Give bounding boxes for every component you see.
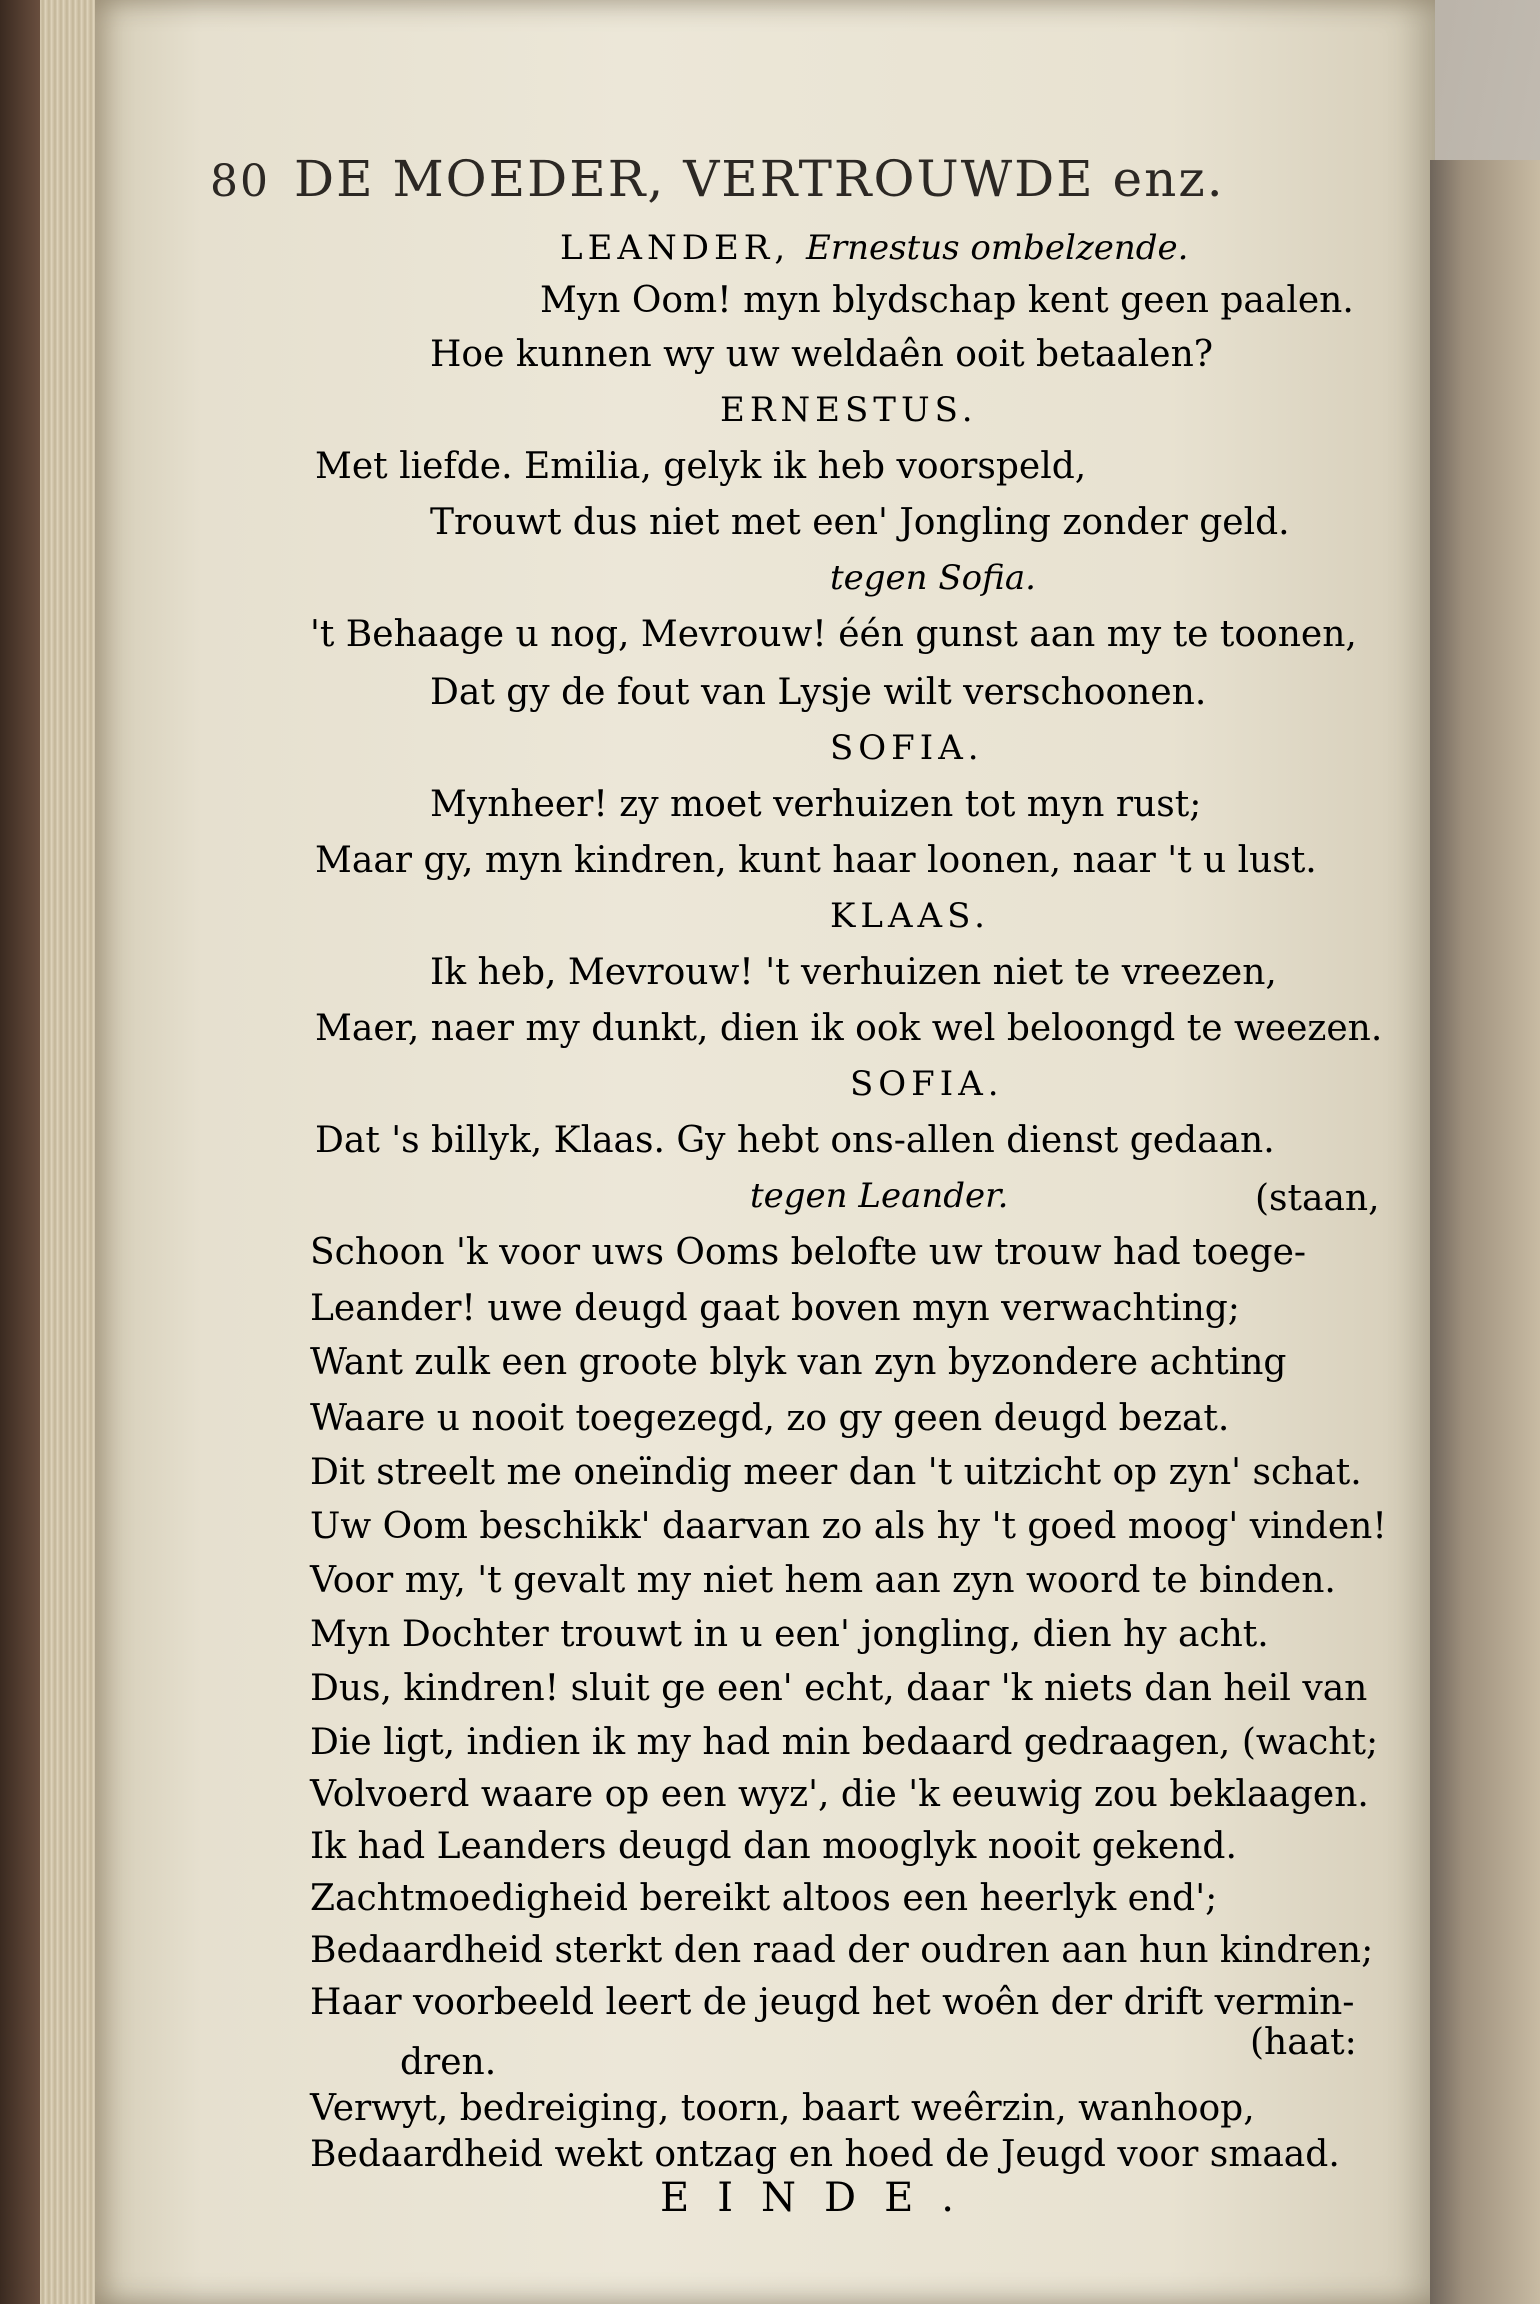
speaker-klaas: KLAAS.: [830, 896, 990, 936]
verse-line: Myn Oom! myn blydschap kent geen paalen.: [540, 280, 1354, 321]
verse-line: Trouwt dus niet met een' Jongling zonder geld.: [430, 502, 1290, 543]
stage-direction: Ernestus ombelzende.: [806, 228, 1189, 268]
verse-line: Volvoerd waare op een wyz', die 'k eeuwig zou beklaagen.: [310, 1774, 1369, 1815]
verse-line: Die ligt, indien ik my had min bedaard gedraagen, (wacht;: [310, 1722, 1379, 1763]
verse-line: Maer, naer my dunkt, dien ik ook wel beloongd te weezen.: [315, 1008, 1383, 1049]
speaker-leander: LEANDER, Ernestus ombelzende.: [560, 228, 1189, 268]
verse-line: Voor my, 't gevalt my niet hem aan zyn woord te binden.: [310, 1560, 1336, 1601]
verse-line-tail: (haat:: [1250, 2022, 1357, 2063]
speaker-ernestus: ERNESTUS.: [720, 390, 978, 430]
verse-line: Verwyt, bedreiging, toorn, baart weêrzin, wanhoop,: [310, 2088, 1255, 2129]
verse-line: Maar gy, myn kindren, kunt haar loonen, naar 't u lust.: [315, 840, 1317, 881]
facing-page-edge: [1430, 160, 1540, 2304]
speaker-sofia: SOFIA.: [830, 728, 984, 768]
verse-line: Uw Oom beschikk' daarvan zo als hy 't goed moog' vinden!: [310, 1506, 1387, 1547]
verse-line: Ik had Leanders deugd dan mooglyk nooit gekend.: [310, 1826, 1237, 1867]
page-number: 80: [210, 156, 270, 207]
verse-line-tail: (staan,: [1255, 1178, 1380, 1219]
verse-line: Leander! uwe deugd gaat boven myn verwachting;: [310, 1288, 1240, 1329]
verse-line: Dus, kindren! sluit ge een' echt, daar 'k niets dan heil van: [310, 1668, 1368, 1709]
verse-line: Hoe kunnen wy uw weldaên ooit betaalen?: [430, 334, 1214, 375]
end-mark: EINDE.: [660, 2175, 982, 2221]
running-title: DE MOEDER, VERTROUWDE enz.: [294, 150, 1225, 208]
verse-line: Bedaardheid wekt ontzag en hoed de Jeugd voor smaad.: [310, 2134, 1340, 2175]
verse-line: 't Behaage u nog, Mevrouw! één gunst aan my te toonen,: [310, 614, 1357, 655]
verse-line: Ik heb, Mevrouw! 't verhuizen niet te vreezen,: [430, 952, 1277, 993]
verse-line: Mynheer! zy moet verhuizen tot myn rust;: [430, 784, 1202, 825]
verse-line: Met liefde. Emilia, gelyk ik heb voorspeld,: [315, 446, 1087, 487]
stage-direction: tegen Leander.: [750, 1176, 1009, 1216]
verse-line: Schoon 'k voor uws Ooms belofte uw trouw had toege-: [310, 1232, 1307, 1273]
verse-line: Haar voorbeeld leert de jeugd het woên der drift vermin-: [310, 1982, 1355, 2023]
verse-line: Zachtmoedigheid bereikt altoos een heerlyk end';: [310, 1878, 1218, 1919]
verse-line: Bedaardheid sterkt den raad der oudren aan hun kindren;: [310, 1930, 1374, 1971]
verse-line: Myn Dochter trouwt in u een' jongling, dien hy acht.: [310, 1614, 1269, 1655]
verse-line: Waare u nooit toegezegd, zo gy geen deugd bezat.: [310, 1398, 1230, 1439]
verse-line: Dit streelt me oneïndig meer dan 't uitzicht op zyn' schat.: [310, 1452, 1362, 1493]
verse-line: dren.: [400, 2042, 497, 2083]
verse-line: Dat 's billyk, Klaas. Gy hebt ons-allen dienst gedaan.: [315, 1120, 1275, 1161]
verse-line: Want zulk een groote blyk van zyn byzondere achting: [310, 1342, 1287, 1383]
speaker-sofia: SOFIA.: [850, 1064, 1004, 1104]
verse-line: Dat gy de fout van Lysje wilt verschoonen.: [430, 672, 1207, 713]
running-head: [210, 150, 1410, 220]
stage-direction: tegen Sofia.: [830, 558, 1036, 598]
